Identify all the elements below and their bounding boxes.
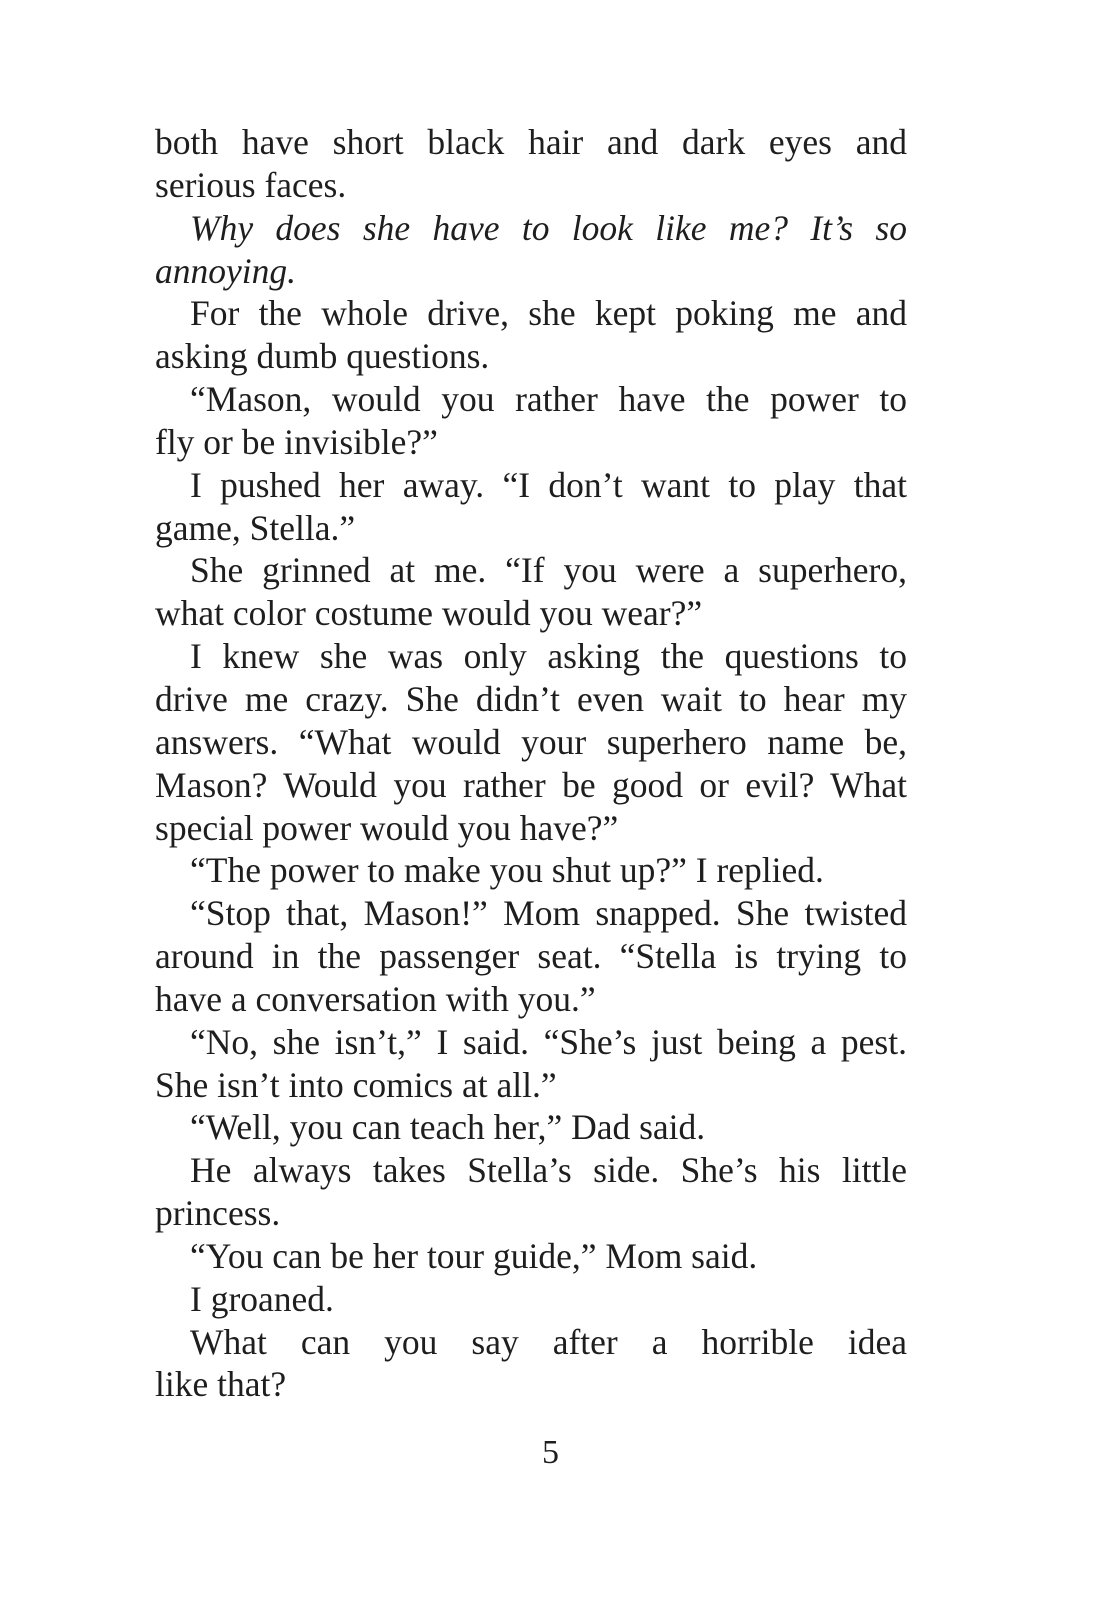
page-number: 5 — [542, 1434, 559, 1471]
text-line: Mason? Would you rather be good or evil? What — [155, 764, 907, 805]
text-line: I knew she was only asking the questions to — [190, 636, 907, 677]
text-line: drive me crazy. She didn’t even wait to hear my — [155, 678, 907, 719]
text-line: “No, she isn’t,” I said. “She’s just being a pest. — [190, 1021, 907, 1062]
text-line: “You can be her tour guide,” Mom said. — [190, 1235, 758, 1276]
text-line: fly or be invisible?” — [155, 421, 438, 462]
text-line: “Well, you can teach her,” Dad said. — [190, 1107, 706, 1148]
text-line: “Mason, would you rather have the power to — [190, 379, 907, 420]
text-line: princess. — [155, 1193, 281, 1234]
text-line: He always takes Stella’s side. She’s his little — [190, 1150, 907, 1191]
text-line: What can you say after a horrible idea — [190, 1321, 907, 1362]
text-line: “Stop that, Mason!” Mom snapped. She twisted — [190, 893, 907, 934]
text-line: I groaned. — [190, 1278, 334, 1319]
text-line: around in the passenger seat. “Stella is trying to — [155, 936, 907, 977]
text-line: what color costume would you wear?” — [155, 593, 703, 634]
text-line: She grinned at me. “If you were a superhero, — [190, 550, 907, 591]
text-line: “The power to make you shut up?” I replied. — [190, 850, 824, 891]
text-line: answers. “What would your superhero name be, — [155, 721, 907, 762]
text-line-italic: Why does she have to look like me? It’s so — [190, 207, 907, 248]
body-text — [155, 121, 907, 1406]
text-line: special power would you have?” — [155, 807, 619, 848]
text-line: have a conversation with you.” — [155, 978, 596, 1019]
text-line: serious faces. — [155, 164, 347, 205]
text-line: game, Stella.” — [155, 507, 356, 548]
text-line: For the whole drive, she kept poking me and — [190, 293, 907, 334]
text-line-italic: annoying. — [155, 250, 296, 291]
text-line: She isn’t into comics at all.” — [155, 1064, 557, 1105]
text-line: I pushed her away. “I don’t want to play that — [190, 464, 907, 505]
text-line: both have short black hair and dark eyes and — [155, 122, 907, 162]
text-line: like that? — [155, 1364, 287, 1405]
text-line: asking dumb questions. — [155, 336, 490, 377]
